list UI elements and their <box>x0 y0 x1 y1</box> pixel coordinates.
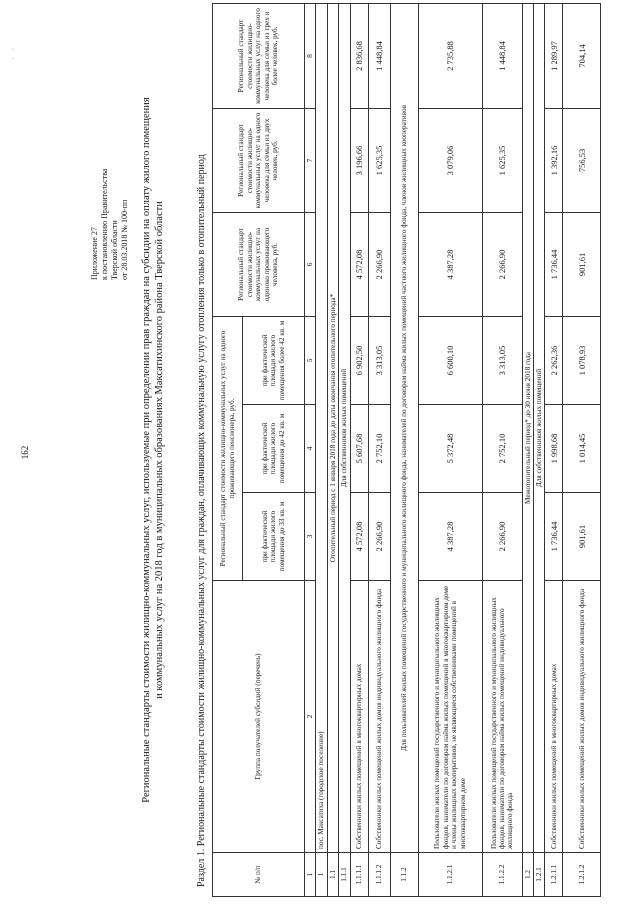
value-cell: 4 572,08 <box>350 493 368 581</box>
period-label: Межотопительный период* до 30 июня 2018 года <box>522 3 533 852</box>
header-sub-33: при фактической площади жилого помещения до 33 кв. м <box>243 493 305 581</box>
index-cell: 5 <box>305 316 316 404</box>
value-cell: 3 313,05 <box>482 316 522 404</box>
title-line: Региональные стандарты стоимости жилищно-коммунальных услуг, используемые при определении прав граждан на субсидии на оплату жилого помещения <box>141 97 152 803</box>
row-num: 1.1.2.2 <box>482 853 522 897</box>
header-two: Региональный стандарт стоимости жилищно-коммунальных услуг на одного человека для семьи из двух человек, руб. <box>213 108 305 212</box>
appendix-line: от 28.03.2018 № 100-пп <box>120 199 129 280</box>
header-num: № п/п <box>213 853 305 897</box>
corner-mark: · · <box>8 45 18 60</box>
row-name: Собственники жилых помещений в многоквартирных домах <box>545 581 563 853</box>
value-cell: 704,14 <box>563 3 601 108</box>
header-sub-42: при фактической площади жилого помещения до 42 кв. м <box>243 405 305 493</box>
value-cell: 901,61 <box>563 493 601 581</box>
value-cell: 2 266,90 <box>482 493 522 581</box>
value-cell: 901,61 <box>563 212 601 316</box>
value-cell: 2 262,36 <box>545 316 563 404</box>
value-cell: 2 735,88 <box>418 3 482 108</box>
row-name: Собственники жилых помещений жилых домов индивидуального жилищного фонда <box>563 581 601 853</box>
header-group: Группа получателей субсидий (перечень) <box>213 581 305 853</box>
value-cell: 3 313,05 <box>368 316 390 404</box>
row-num: 1.1.2 <box>390 853 418 897</box>
period-row <box>522 3 533 896</box>
value-cell: 3 196,66 <box>350 108 368 212</box>
header-three: Региональный стандарт стоимости жилищно-коммунальных услуг на одного человека для семьи из трех и более человек, руб. <box>213 3 305 108</box>
row-num: 1.2.1.2 <box>563 853 601 897</box>
value-cell: 1 289,97 <box>545 3 563 108</box>
page-number: 162 <box>20 445 30 460</box>
appendix-line: к постановлению Правительства <box>100 168 109 280</box>
index-cell: 6 <box>305 212 316 316</box>
section-title: Раздел 1. Региональные стандарты стоимости жилищно-коммунальных услуг для граждан, оплачивающих коммунальную услугу отопления только в отопительный период <box>196 154 207 887</box>
table-row <box>418 3 482 896</box>
value-cell: 4 387,28 <box>418 493 482 581</box>
row-num: 1.1 <box>327 853 338 897</box>
index-cell: 2 <box>305 581 316 853</box>
header-pensioner: Региональный стандарт стоимости жилищно-коммунальных услуг на одного проживающего пенсионера, руб. <box>213 316 243 580</box>
value-cell: 4 572,08 <box>350 212 368 316</box>
appendix-line: Приложение 27 <box>90 227 99 280</box>
value-cell: 2 266,90 <box>368 493 390 581</box>
row-num: 1.1.1.1 <box>350 853 368 897</box>
header-sub-42plus: при фактической площади жилого помещения более 42 кв. м <box>243 316 305 404</box>
appendix-line: Тверской области <box>110 220 119 280</box>
period-label: Отопительный период с 1 января 2018 года до даты окончания отопительного периода* <box>327 3 338 852</box>
group-label: Для собственников жилых помещений <box>534 3 545 852</box>
period-row <box>327 3 338 896</box>
table-row <box>368 3 390 896</box>
index-cell: 1 <box>305 853 316 897</box>
value-cell: 2 836,68 <box>350 3 368 108</box>
document-title <box>140 35 166 865</box>
standards-table <box>212 3 601 897</box>
value-cell: 756,53 <box>563 108 601 212</box>
row-num: 1.2.1 <box>534 853 545 897</box>
value-cell: 1 448,84 <box>368 3 390 108</box>
value-cell: 5 607,68 <box>350 405 368 493</box>
value-cell: 1 392,16 <box>545 108 563 212</box>
value-cell: 1 736,44 <box>545 493 563 581</box>
value-cell: 1 998,68 <box>545 405 563 493</box>
group-row <box>339 3 350 896</box>
row-num: 1 <box>316 853 327 897</box>
group-label: Для собственников жилых помещений <box>339 3 350 852</box>
value-cell: 2 752,10 <box>368 405 390 493</box>
appendix-note <box>90 80 130 280</box>
value-cell: 1 625,35 <box>482 108 522 212</box>
table-row <box>545 3 563 896</box>
value-cell: 1 448,84 <box>482 3 522 108</box>
row-name: Собственники жилых помещений в многоквартирных домах <box>350 581 368 853</box>
table-row <box>350 3 368 896</box>
row-num: 1.2.1.1 <box>545 853 563 897</box>
group-row <box>390 3 418 896</box>
row-num: 1.1.2.1 <box>418 853 482 897</box>
settlement-row <box>316 3 327 896</box>
value-cell: 1 625,35 <box>368 108 390 212</box>
value-cell: 2 752,10 <box>482 405 522 493</box>
group-row <box>534 3 545 896</box>
row-num: 1.2 <box>522 853 533 897</box>
index-cell: 7 <box>305 108 316 212</box>
title-line: и коммунальных услуг на 2018 год в муниципальных образованиях Максатихинского района Тверской области <box>154 201 165 699</box>
value-cell: 6 600,10 <box>418 316 482 404</box>
row-name: Пользователи жилых помещений государственного и муниципального жилищных фондов, наниматели по договорам найма жилых помещений индивидуального жилищного фонда <box>482 581 522 853</box>
row-num: 1.1.1 <box>339 853 350 897</box>
value-cell: 3 079,06 <box>418 108 482 212</box>
group-label: Для пользователей жилых помещений государственного и муниципального жилищного фонда, нанимателей по договорам найма жилых помещений частного жилищного фонда, членов жилищных кооперативов <box>390 3 418 852</box>
value-cell: 2 266,90 <box>368 212 390 316</box>
index-cell: 3 <box>305 493 316 581</box>
settlement-name: пос. Максатиха (городское поселение) <box>316 3 327 852</box>
row-num: 1.1.1.2 <box>368 853 390 897</box>
header-single: Региональный стандарт стоимости жилищно-коммунальных услуг на одиноко проживающего человека, руб. <box>213 212 305 316</box>
table-row <box>563 3 601 896</box>
value-cell: 1 014,45 <box>563 405 601 493</box>
index-cell: 8 <box>305 3 316 108</box>
value-cell: 1 736,44 <box>545 212 563 316</box>
value-cell: 2 266,90 <box>482 212 522 316</box>
row-name: Пользователи жилых помещений государственного и муниципального жилищных фондов, наниматели по договорам найма жилых помещений в многоквартирном доме и члены жилищных кооперативов, не являющиеся собственниками помещений в многоквартирном доме <box>418 581 482 853</box>
value-cell: 1 078,93 <box>563 316 601 404</box>
table-row <box>482 3 522 896</box>
value-cell: 5 372,48 <box>418 405 482 493</box>
row-name: Собственники жилых помещений жилых домов индивидуального жилищного фонда <box>368 581 390 853</box>
value-cell: 6 902,50 <box>350 316 368 404</box>
index-cell: 4 <box>305 405 316 493</box>
value-cell: 4 387,28 <box>418 212 482 316</box>
